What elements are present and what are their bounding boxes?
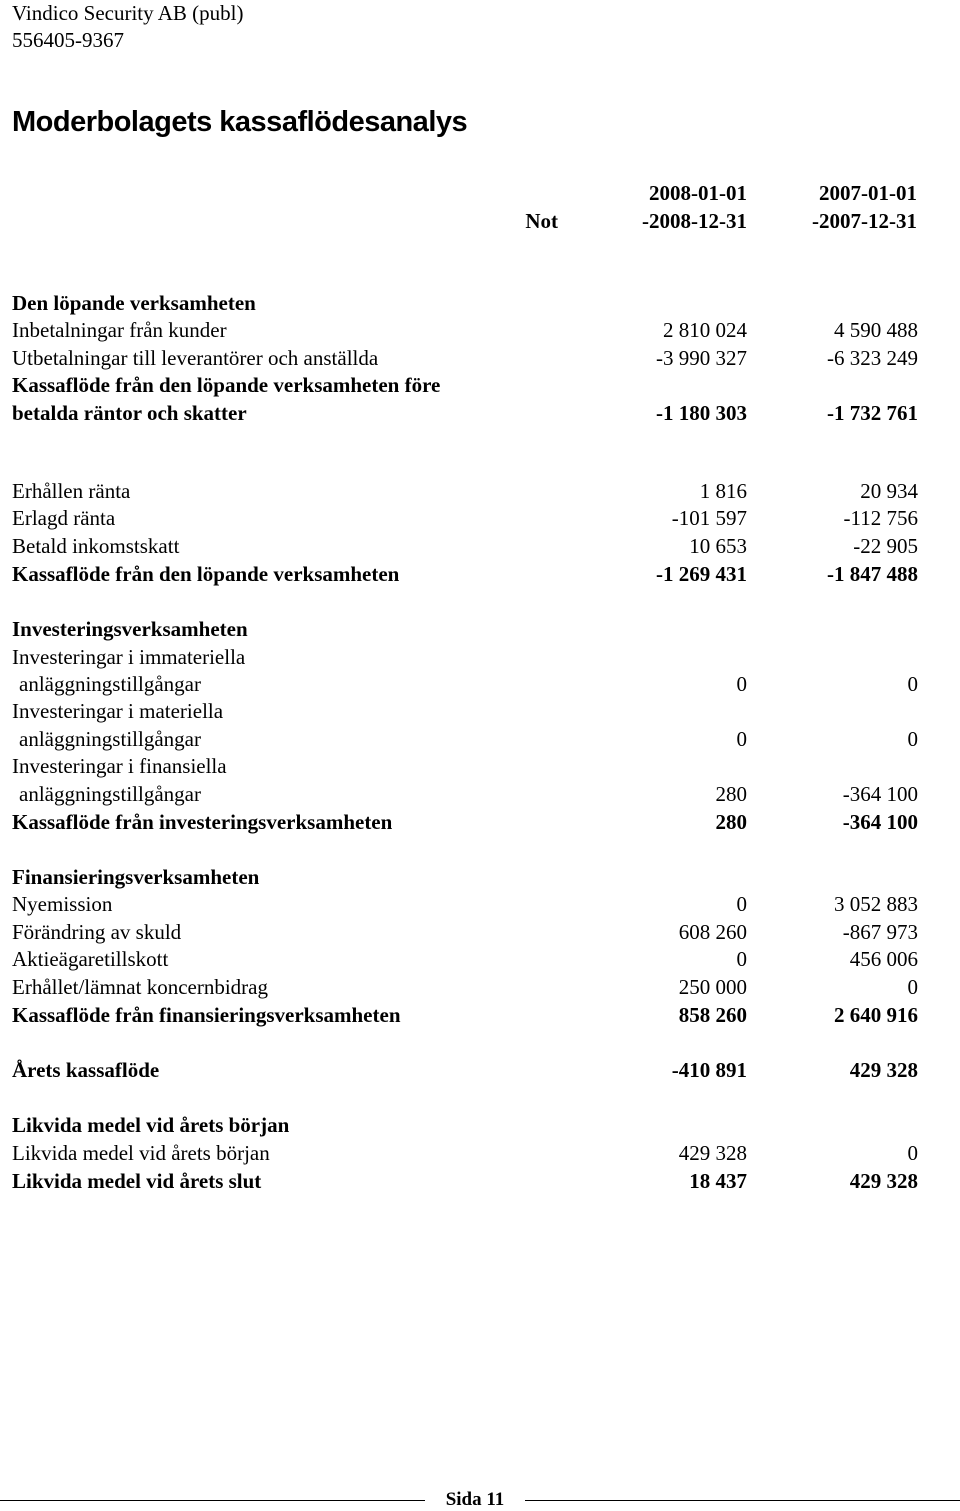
footer-rule-right [525,1500,960,1501]
table-row [12,400,918,427]
value-2007: -1 732 761 [827,401,918,425]
page-title: Moderbolagets kassaflödesanalys [12,106,468,138]
value-2008: 858 260 [678,1003,747,1027]
value-2008: 0 [736,672,747,696]
row-label: Årets kassaflöde [12,1058,160,1082]
value-2007: 4 590 488 [834,318,918,342]
table-row [12,753,918,780]
row-label: Investeringar i materiella [12,699,224,723]
row-label: anläggningstillgångar [19,782,201,806]
row-label: Kassaflöde från finansieringsverksamheten [12,1003,401,1027]
row-label: Inbetalningar från kunder [12,318,227,342]
row-label: Betald inkomstskatt [12,534,180,558]
value-2008: -3 990 327 [656,346,747,370]
org-number: 556405-9367 [12,28,124,52]
table-row [12,946,918,973]
value-2008: -410 891 [671,1058,747,1082]
table-row [12,1057,918,1084]
row-label: anläggningstillgångar [19,672,201,696]
row-label: Kassaflöde från investeringsverksamheten [12,810,393,834]
column-header-2008-start: 2008-01-01 [649,181,747,205]
table-row [12,781,918,808]
value-2008: 280 [715,782,747,806]
value-2007: 0 [907,1141,918,1165]
value-2008: -101 597 [671,506,747,530]
value-2007: 3 052 883 [834,892,918,916]
table-row [12,478,918,505]
table-row [12,726,918,753]
row-label: Aktieägaretillskott [12,947,169,971]
column-header-2007-end: -2007-12-31 [812,209,917,233]
table-row [12,616,918,643]
value-2007: 20 934 [860,479,918,503]
row-label: anläggningstillgångar [19,727,201,751]
value-2008: 250 000 [678,975,747,999]
table-row [12,372,918,399]
row-label: Kassaflöde från den löpande verksamheten före [12,373,441,397]
table-row [12,891,918,918]
value-2007: -6 323 249 [827,346,918,370]
value-2008: -1 180 303 [656,401,747,425]
value-2007: 456 006 [849,947,918,971]
table-row [12,317,918,344]
table-row [12,1140,918,1167]
value-2007: -112 756 [843,506,918,530]
table-row [12,505,918,532]
row-label: Nyemission [12,892,113,916]
column-header-2007-start: 2007-01-01 [819,181,917,205]
value-2007: -1 847 488 [827,562,918,586]
footer-rule-left [0,1500,425,1501]
company-name: Vindico Security AB (publ) [12,1,244,25]
table-row [12,1112,918,1139]
value-2007: 0 [907,975,918,999]
row-label: Den löpande verksamheten [12,291,256,315]
value-2007: -22 905 [853,534,918,558]
column-header-2008-end: -2008-12-31 [642,209,747,233]
value-2008: 0 [736,947,747,971]
row-label: betalda räntor och skatter [12,401,247,425]
value-2007: -364 100 [842,810,918,834]
row-label: Kassaflöde från den löpande verksamheten [12,562,400,586]
value-2008: 1 816 [699,479,747,503]
table-row [12,1002,918,1029]
table-row [12,290,918,317]
table-row [12,809,918,836]
row-label: Förändring av skuld [12,920,182,944]
value-2008: 429 328 [678,1141,747,1165]
value-2007: 0 [907,727,918,751]
table-row [12,644,918,671]
row-label: Likvida medel vid årets början [12,1113,290,1137]
value-2008: -1 269 431 [656,562,747,586]
row-label: Investeringar i immateriella [12,645,246,669]
row-label: Finansieringsverksamheten [12,865,260,889]
row-label: Investeringar i finansiella [12,754,227,778]
table-row [12,919,918,946]
value-2008: 18 437 [689,1169,747,1193]
table-row [12,1168,918,1195]
table-row [12,671,918,698]
table-row [12,698,918,725]
table-row [12,345,918,372]
column-header-not: Not [525,209,558,233]
page-number: Sida 11 [445,1489,505,1510]
value-2008: 608 260 [678,920,747,944]
value-2007: -364 100 [842,782,918,806]
value-2008: 280 [715,810,747,834]
value-2008: 2 810 024 [663,318,747,342]
value-2007: 0 [907,672,918,696]
row-label: Likvida medel vid årets slut [12,1169,262,1193]
value-2007: -867 973 [842,920,918,944]
value-2007: 2 640 916 [834,1003,918,1027]
row-label: Erhållen ränta [12,479,131,503]
row-label: Erhållet/lämnat koncernbidrag [12,975,268,999]
value-2008: 10 653 [689,534,747,558]
page-footer [0,1488,960,1511]
value-2007: 429 328 [849,1169,918,1193]
table-row [12,561,918,588]
value-2008: 0 [736,727,747,751]
row-label: Likvida medel vid årets början [12,1141,270,1165]
row-label: Investeringsverksamheten [12,617,248,641]
value-2008: 0 [736,892,747,916]
table-row [12,974,918,1001]
row-label: Erlagd ränta [12,506,116,530]
table-row [12,533,918,560]
row-label: Utbetalningar till leverantörer och anställda [12,346,379,370]
table-row [12,864,918,891]
value-2007: 429 328 [849,1058,918,1082]
